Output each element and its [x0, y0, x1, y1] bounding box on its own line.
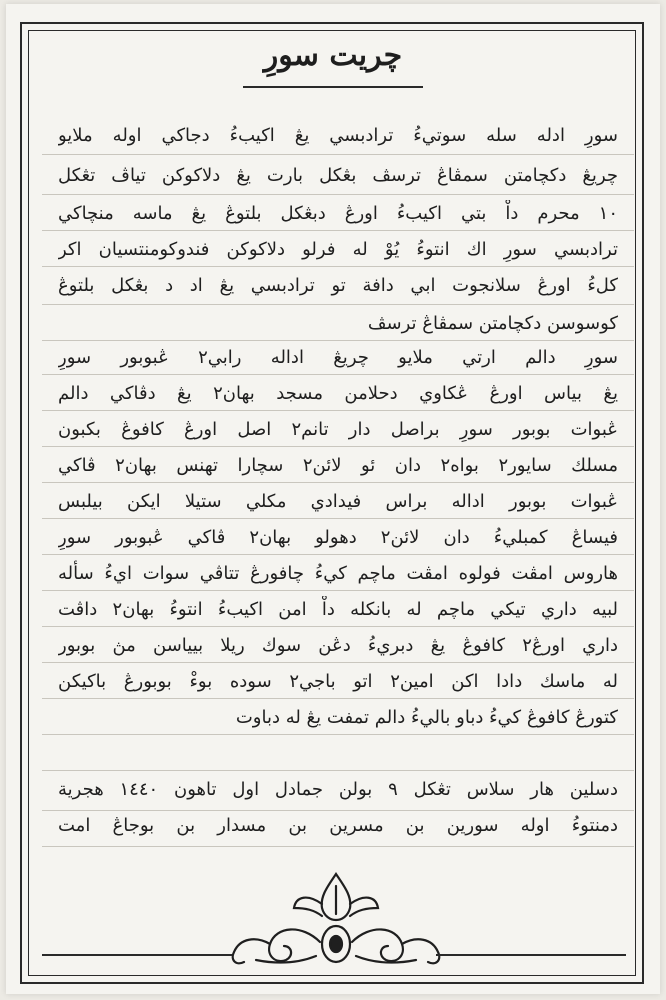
ruled-line — [42, 626, 634, 627]
date-line: دسلين هار سلاس تڠكل ٩ بولن جمادل اول تاهون ١٤٤٠ هجرية — [58, 779, 618, 800]
text-line: ١٠ محرم داْ بتي اكيبءُ اورڠ دبڠكل بلتوڠ يڠ ماسه منچاكي — [58, 203, 618, 224]
ruled-line — [42, 846, 634, 847]
ruled-line — [42, 554, 634, 555]
ruled-line — [42, 482, 634, 483]
ruled-line — [42, 230, 634, 231]
text-line: فيساڠ كمبليءُ دان لائن٢ دهولو بهان٢ ڤاكي ڠبوبور سورِ — [58, 527, 618, 548]
ruled-line — [42, 810, 634, 811]
text-line: كلءُ اورڠ سلانجوت ابي دافة تو ترادبسي يڠ اد د بڠكل بلتوڠ — [58, 275, 618, 296]
ornament-left-rule — [42, 954, 232, 956]
ruled-line — [42, 590, 634, 591]
text-line: مسلك سايور٢ بواه٢ دان ئو لائن٢ سچارا تهنس بهان٢ ڤاكي — [58, 455, 618, 476]
ruled-line — [42, 770, 634, 771]
text-line: يڠ بياس اورڠ ڠكاوي دحلامن مسجد بهان٢ يڠ دڤاكي دالم — [58, 383, 618, 404]
document-page — [6, 4, 660, 994]
ruled-line — [42, 154, 634, 155]
ruled-line — [42, 662, 634, 663]
text-line: كتورڠ كافوڠ كيءُ دباو باليءُ دالم تمفت يڠ له دباوت — [235, 707, 618, 728]
ornament-right-rule — [436, 954, 626, 956]
document-title: چريت سورِ — [263, 38, 403, 73]
ruled-line — [42, 340, 634, 341]
decorative-ornament-icon — [216, 864, 456, 974]
text-line: له ماسك دادا اكن امين٢ اتو باجي٢ سوده بوءْ بوبورڠ باكيكن — [58, 671, 618, 692]
text-line: ڠبوات بوبور سورِ براصل دار تانم٢ اصل اورڠ كافوڠ بكبون — [58, 419, 618, 440]
ruled-line — [42, 304, 634, 305]
text-line: كوسوسن دكچامتن سمڤاڠ ترسڤ — [367, 313, 618, 334]
text-line: هاروس امڤت فولوه امڤت ماچم كيءُ چافورڠ تتاڤي سوات ايءُ سأله — [58, 563, 618, 584]
text-line: سورِ ادله سله سوتيءُ ترادبسي يڠ اكيبءُ دجاكي اوله ملايو — [58, 125, 618, 146]
text-line: سورِ دالم ارتي ملايو چريڠ اداله رابي٢ ڠبوبور سورِ — [58, 347, 618, 368]
text-line: لبيه داري تيكي ماچم له بانكله داْ امن اكيبءُ انتوءُ بهان٢ داڤت — [58, 599, 618, 620]
title-underline — [243, 86, 423, 88]
text-line: داري اورڠ٢ كافوڠ يڠ دبريءُ دڠن سوك ريلا بيياسن مڽ بوبور — [58, 635, 618, 656]
ruled-line — [42, 698, 634, 699]
ruled-line — [42, 734, 634, 735]
author-line: دمنتوءُ اوله سورين بن مسرين بن مسدار بن بوجاڠ امت — [58, 815, 618, 836]
text-line: ترادبسي سورِ اك انتوءُ يُوْ له فرلو دلاكوكن فندوكومنتسيان اكر — [58, 239, 618, 260]
ruled-line — [42, 410, 634, 411]
ruled-line — [42, 266, 634, 267]
text-line: چريڠ دكچامتن سمڤاڠ ترسڤ بڠكل بارت يڠ دلاكوكن تياڤ تڠكل — [58, 165, 618, 186]
ruled-line — [42, 374, 634, 375]
text-line: ڠبوات بوبور اداله براس فيدادي مكلي ستيلا ايكن بيلبس — [58, 491, 618, 512]
ruled-line — [42, 446, 634, 447]
ruled-line — [42, 194, 634, 195]
ruled-line — [42, 518, 634, 519]
